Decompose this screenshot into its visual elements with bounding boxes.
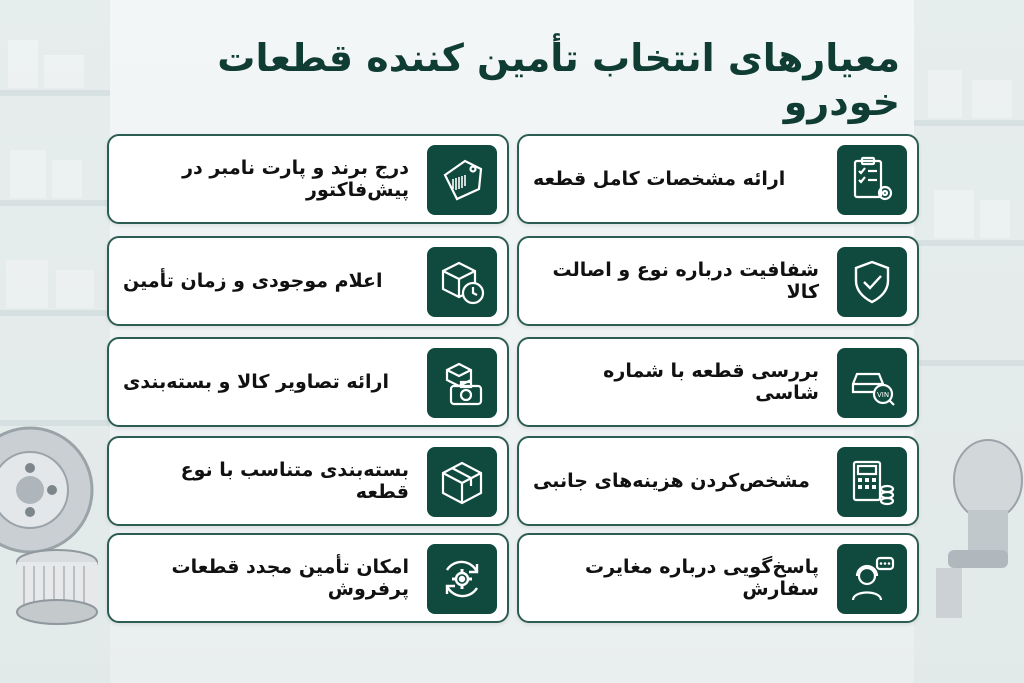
- calculator-coins-icon: [837, 447, 907, 517]
- criterion-label: درج برند و پارت نامبر در پیش‌فاکتور: [182, 157, 409, 201]
- criterion-card: [107, 134, 509, 224]
- gear-refresh-icon: [427, 544, 497, 614]
- criterion-card: [107, 337, 509, 427]
- barcode-tag-icon: [427, 145, 497, 215]
- page-title: معیارهای انتخاب تأمین کننده قطعات خودرو: [217, 36, 900, 124]
- criterion-card: [107, 436, 509, 526]
- criterion-label: امکان تأمین مجدد قطعات پرفروش: [171, 556, 409, 600]
- criterion-label: شفافیت درباره نوع و اصالت کالا: [552, 259, 819, 303]
- oil-filter-image: [12, 548, 102, 628]
- criterion-card: [517, 337, 919, 427]
- cv-joint-parts-image: [928, 400, 1024, 630]
- criterion-card: [517, 533, 919, 623]
- criterion-label: بسته‌بندی متناسب با نوع قطعه: [180, 459, 409, 503]
- support-agent-icon: [837, 544, 907, 614]
- criterion-label: اعلام موجودی و زمان تأمین: [123, 270, 383, 292]
- car-vin-search-icon: [837, 348, 907, 418]
- criterion-label: ارائه تصاویر کالا و بسته‌بندی: [123, 371, 389, 393]
- criterion-card: [517, 236, 919, 326]
- criterion-card: [107, 533, 509, 623]
- vin-text: VIN: [877, 391, 890, 399]
- package-icon: [427, 447, 497, 517]
- criterion-card: [107, 236, 509, 326]
- criterion-card: [517, 134, 919, 224]
- criterion-label: مشخص‌کردن هزینه‌های جانبی: [533, 470, 810, 492]
- shield-check-icon: [837, 247, 907, 317]
- box-clock-icon: [427, 247, 497, 317]
- criterion-card: [517, 436, 919, 526]
- box-camera-icon: [427, 348, 497, 418]
- checklist-gear-icon: [837, 145, 907, 215]
- criterion-label: پاسخ‌گویی درباره مغایرت سفارش: [585, 556, 819, 600]
- criterion-label: بررسی قطعه با شماره شاسی: [603, 360, 819, 404]
- criterion-label: ارائه مشخصات کامل قطعه: [533, 168, 786, 190]
